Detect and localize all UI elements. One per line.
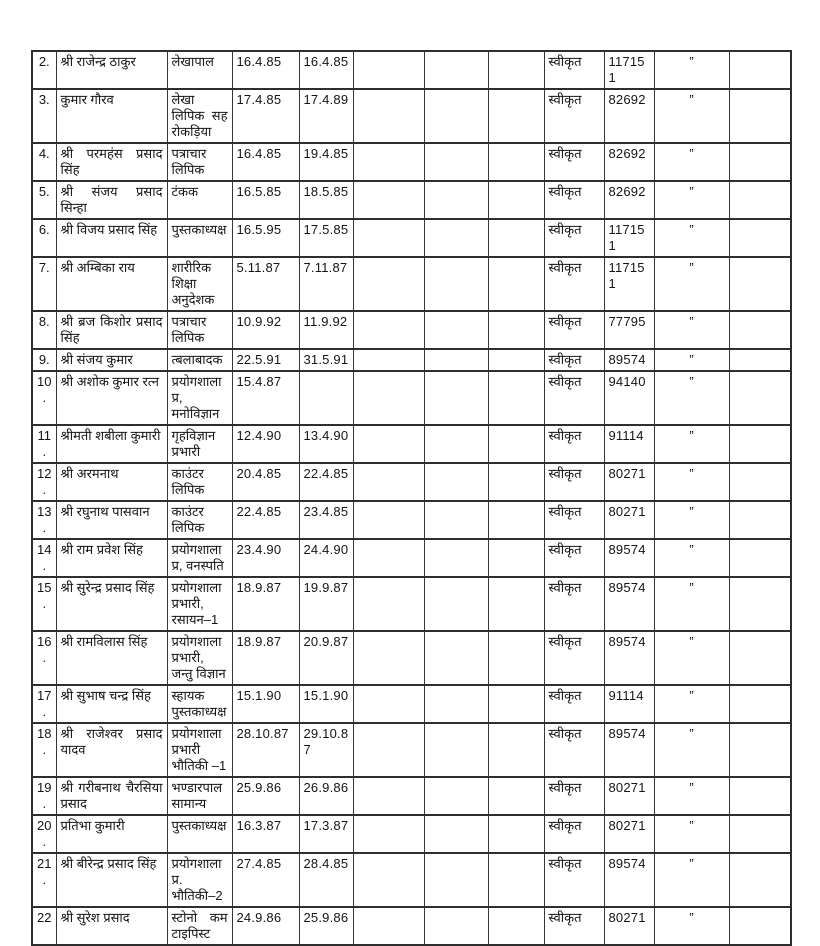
serial-cell: 17. <box>32 685 56 723</box>
empty-cell <box>424 257 488 311</box>
designation-cell: प्रयोगशाला प्रभारी भौतिकी –1 <box>167 723 232 777</box>
name-cell: श्री राजेश्वर प्रसाद यादव <box>56 723 167 777</box>
date1-cell: 16.5.85 <box>232 181 299 219</box>
number-cell: 80271 <box>604 907 654 945</box>
ditto-cell: ” <box>654 539 729 577</box>
empty-cell <box>729 723 791 777</box>
ditto-cell: ” <box>654 685 729 723</box>
empty-cell <box>729 143 791 181</box>
name-cell: श्री अशोक कुमार रत्न <box>56 371 167 425</box>
empty-cell <box>488 539 544 577</box>
empty-cell <box>424 539 488 577</box>
number-cell: 89574 <box>604 631 654 685</box>
designation-cell: पत्राचार लिपिक <box>167 311 232 349</box>
table-row <box>32 631 791 685</box>
empty-cell <box>353 51 424 89</box>
table-row <box>32 853 791 907</box>
number-cell: 89574 <box>604 723 654 777</box>
empty-cell <box>353 89 424 143</box>
name-cell: श्री ब्रज किशोर प्रसाद सिंह <box>56 311 167 349</box>
empty-cell <box>424 501 488 539</box>
number-cell: 117151 <box>604 257 654 311</box>
empty-cell <box>424 311 488 349</box>
date1-cell: 24.9.86 <box>232 907 299 945</box>
name-cell: श्री गरीबनाथ चैरसिया प्रसाद <box>56 777 167 815</box>
empty-cell <box>353 907 424 945</box>
number-cell: 82692 <box>604 89 654 143</box>
designation-cell: काउंटर लिपिक <box>167 501 232 539</box>
date2-cell: 20.9.87 <box>299 631 353 685</box>
designation-cell: प्रयोगशाला प्रभारी, रसायन–1 <box>167 577 232 631</box>
designation-cell: स्टोनो कम टाइपिस्ट <box>167 907 232 945</box>
date2-cell: 19.4.85 <box>299 143 353 181</box>
table-row <box>32 907 791 945</box>
ditto-cell: ” <box>654 723 729 777</box>
name-cell: श्री संजय कुमार <box>56 349 167 371</box>
number-cell: 91114 <box>604 425 654 463</box>
empty-cell <box>488 815 544 853</box>
serial-cell: 10. <box>32 371 56 425</box>
date1-cell: 22.4.85 <box>232 501 299 539</box>
table-row <box>32 815 791 853</box>
empty-cell <box>424 685 488 723</box>
date2-cell: 16.4.85 <box>299 51 353 89</box>
date1-cell: 18.9.87 <box>232 577 299 631</box>
empty-cell <box>729 425 791 463</box>
status-cell: स्वीकृत <box>544 257 604 311</box>
status-cell: स्वीकृत <box>544 907 604 945</box>
serial-cell: 4. <box>32 143 56 181</box>
status-cell: स्वीकृत <box>544 181 604 219</box>
empty-cell <box>488 723 544 777</box>
empty-cell <box>424 723 488 777</box>
empty-cell <box>729 539 791 577</box>
empty-cell <box>424 463 488 501</box>
empty-cell <box>353 463 424 501</box>
date1-cell: 20.4.85 <box>232 463 299 501</box>
designation-cell: पुस्तकाध्यक्ष <box>167 815 232 853</box>
empty-cell <box>353 539 424 577</box>
number-cell: 94140 <box>604 371 654 425</box>
status-cell: स्वीकृत <box>544 349 604 371</box>
table-row <box>32 463 791 501</box>
status-cell: स्वीकृत <box>544 463 604 501</box>
date2-cell: 24.4.90 <box>299 539 353 577</box>
ditto-cell: ” <box>654 463 729 501</box>
employee-table <box>31 50 792 946</box>
empty-cell <box>488 143 544 181</box>
empty-cell <box>353 257 424 311</box>
date2-cell: 13.4.90 <box>299 425 353 463</box>
empty-cell <box>729 907 791 945</box>
name-cell: श्री अम्बिका राय <box>56 257 167 311</box>
number-cell: 82692 <box>604 143 654 181</box>
date1-cell: 16.4.85 <box>232 51 299 89</box>
name-cell: कुमार गौरव <box>56 89 167 143</box>
serial-cell: 20. <box>32 815 56 853</box>
serial-cell: 3. <box>32 89 56 143</box>
serial-cell: 7. <box>32 257 56 311</box>
date1-cell: 27.4.85 <box>232 853 299 907</box>
table-row <box>32 685 791 723</box>
designation-cell: पत्राचार लिपिक <box>167 143 232 181</box>
serial-cell: 11. <box>32 425 56 463</box>
designation-cell: शारीरिक शिक्षा अनुदेशक <box>167 257 232 311</box>
number-cell: 80271 <box>604 777 654 815</box>
date2-cell: 25.9.86 <box>299 907 353 945</box>
date2-cell: 31.5.91 <box>299 349 353 371</box>
status-cell: स्वीकृत <box>544 371 604 425</box>
status-cell: स्वीकृत <box>544 539 604 577</box>
empty-cell <box>729 777 791 815</box>
table-row <box>32 723 791 777</box>
table-row <box>32 311 791 349</box>
serial-cell: 12. <box>32 463 56 501</box>
status-cell: स्वीकृत <box>544 425 604 463</box>
designation-cell: प्रयोगशाला प्र. भौतिकी–2 <box>167 853 232 907</box>
date2-cell: 19.9.87 <box>299 577 353 631</box>
empty-cell <box>729 685 791 723</box>
table-row <box>32 577 791 631</box>
ditto-cell: ” <box>654 853 729 907</box>
date1-cell: 28.10.87 <box>232 723 299 777</box>
status-cell: स्वीकृत <box>544 685 604 723</box>
date2-cell: 22.4.85 <box>299 463 353 501</box>
ditto-cell: ” <box>654 181 729 219</box>
serial-cell: 15. <box>32 577 56 631</box>
date1-cell: 18.9.87 <box>232 631 299 685</box>
name-cell: श्री सुरेश प्रसाद <box>56 907 167 945</box>
empty-cell <box>353 181 424 219</box>
ditto-cell: ” <box>654 501 729 539</box>
empty-cell <box>353 371 424 425</box>
empty-cell <box>353 577 424 631</box>
date1-cell: 16.5.95 <box>232 219 299 257</box>
date2-cell: 18.5.85 <box>299 181 353 219</box>
empty-cell <box>424 349 488 371</box>
date2-cell: 23.4.85 <box>299 501 353 539</box>
empty-cell <box>424 181 488 219</box>
empty-cell <box>729 181 791 219</box>
empty-cell <box>424 425 488 463</box>
date1-cell: 15.4.87 <box>232 371 299 425</box>
empty-cell <box>488 89 544 143</box>
ditto-cell: ” <box>654 349 729 371</box>
empty-cell <box>729 631 791 685</box>
empty-cell <box>729 853 791 907</box>
empty-cell <box>424 815 488 853</box>
empty-cell <box>353 219 424 257</box>
date1-cell: 5.11.87 <box>232 257 299 311</box>
designation-cell: टंकक <box>167 181 232 219</box>
serial-cell: 6. <box>32 219 56 257</box>
status-cell: स्वीकृत <box>544 853 604 907</box>
empty-cell <box>353 631 424 685</box>
empty-cell <box>488 501 544 539</box>
empty-cell <box>353 143 424 181</box>
table-row <box>32 539 791 577</box>
empty-cell <box>353 853 424 907</box>
number-cell: 117151 <box>604 51 654 89</box>
date1-cell: 22.5.91 <box>232 349 299 371</box>
empty-cell <box>488 853 544 907</box>
number-cell: 80271 <box>604 815 654 853</box>
empty-cell <box>353 815 424 853</box>
ditto-cell: ” <box>654 777 729 815</box>
empty-cell <box>424 143 488 181</box>
number-cell: 89574 <box>604 539 654 577</box>
empty-cell <box>488 463 544 501</box>
empty-cell <box>729 815 791 853</box>
ditto-cell: ” <box>654 425 729 463</box>
name-cell: श्री अरमनाथ <box>56 463 167 501</box>
empty-cell <box>424 371 488 425</box>
empty-cell <box>729 311 791 349</box>
table-row <box>32 143 791 181</box>
empty-cell <box>353 311 424 349</box>
empty-cell <box>488 777 544 815</box>
designation-cell: काउंटर लिपिक <box>167 463 232 501</box>
empty-cell <box>488 631 544 685</box>
ditto-cell: ” <box>654 311 729 349</box>
empty-cell <box>353 349 424 371</box>
table-row <box>32 219 791 257</box>
name-cell: श्री विजय प्रसाद सिंह <box>56 219 167 257</box>
empty-cell <box>488 311 544 349</box>
table-row <box>32 501 791 539</box>
empty-cell <box>488 907 544 945</box>
date2-cell: 17.3.87 <box>299 815 353 853</box>
number-cell: 89574 <box>604 577 654 631</box>
date2-cell: 11.9.92 <box>299 311 353 349</box>
status-cell: स्वीकृत <box>544 815 604 853</box>
date2-cell: 17.5.85 <box>299 219 353 257</box>
ditto-cell: ” <box>654 371 729 425</box>
empty-cell <box>353 425 424 463</box>
designation-cell: त्बलाबादक <box>167 349 232 371</box>
serial-cell: 18. <box>32 723 56 777</box>
empty-cell <box>424 577 488 631</box>
name-cell: श्री रघुनाथ पासवान <box>56 501 167 539</box>
ditto-cell: ” <box>654 577 729 631</box>
empty-cell <box>488 349 544 371</box>
table-row <box>32 349 791 371</box>
status-cell: स्वीकृत <box>544 311 604 349</box>
empty-cell <box>729 577 791 631</box>
date2-cell: 17.4.89 <box>299 89 353 143</box>
ditto-cell: ” <box>654 89 729 143</box>
number-cell: 80271 <box>604 501 654 539</box>
number-cell: 82692 <box>604 181 654 219</box>
ditto-cell: ” <box>654 631 729 685</box>
ditto-cell: ” <box>654 257 729 311</box>
empty-cell <box>729 257 791 311</box>
serial-cell: 16. <box>32 631 56 685</box>
name-cell: श्री परमहंस प्रसाद सिंह <box>56 143 167 181</box>
serial-cell: 5. <box>32 181 56 219</box>
empty-cell <box>729 501 791 539</box>
status-cell: स्वीकृत <box>544 51 604 89</box>
name-cell: श्री राम प्रवेश सिंह <box>56 539 167 577</box>
designation-cell: प्रयोगशाला प्रभारी, जन्तु विज्ञान <box>167 631 232 685</box>
date2-cell: 15.1.90 <box>299 685 353 723</box>
ditto-cell: ” <box>654 51 729 89</box>
empty-cell <box>729 349 791 371</box>
name-cell: श्री बीरेन्द्र प्रसाद सिंह <box>56 853 167 907</box>
table-row <box>32 425 791 463</box>
name-cell: प्रतिभा कुमारी <box>56 815 167 853</box>
empty-cell <box>488 181 544 219</box>
status-cell: स्वीकृत <box>544 89 604 143</box>
date1-cell: 16.3.87 <box>232 815 299 853</box>
designation-cell: भण्डारपाल सामान्य <box>167 777 232 815</box>
date2-cell <box>299 371 353 425</box>
date2-cell: 28.4.85 <box>299 853 353 907</box>
status-cell: स्वीकृत <box>544 723 604 777</box>
empty-cell <box>353 501 424 539</box>
date1-cell: 16.4.85 <box>232 143 299 181</box>
empty-cell <box>424 777 488 815</box>
ditto-cell: ” <box>654 907 729 945</box>
empty-cell <box>424 853 488 907</box>
status-cell: स्वीकृत <box>544 501 604 539</box>
number-cell: 117151 <box>604 219 654 257</box>
date1-cell: 23.4.90 <box>232 539 299 577</box>
serial-cell: 22 <box>32 907 56 945</box>
empty-cell <box>488 257 544 311</box>
date2-cell: 26.9.86 <box>299 777 353 815</box>
name-cell: श्री रामविलास सिंह <box>56 631 167 685</box>
ditto-cell: ” <box>654 815 729 853</box>
designation-cell: लेखापाल <box>167 51 232 89</box>
date1-cell: 15.1.90 <box>232 685 299 723</box>
empty-cell <box>353 777 424 815</box>
name-cell: श्री सुभाष चन्द्र सिंह <box>56 685 167 723</box>
empty-cell <box>488 685 544 723</box>
empty-cell <box>424 907 488 945</box>
designation-cell: पुस्तकाध्यक्ष <box>167 219 232 257</box>
date2-cell: 7.11.87 <box>299 257 353 311</box>
number-cell: 89574 <box>604 853 654 907</box>
designation-cell: प्रयोगशाला प्र, वनस्पति <box>167 539 232 577</box>
empty-cell <box>729 219 791 257</box>
empty-cell <box>729 463 791 501</box>
date2-cell: 29.10.87 <box>299 723 353 777</box>
empty-cell <box>488 51 544 89</box>
empty-cell <box>424 631 488 685</box>
name-cell: श्री राजेन्द्र ठाकुर <box>56 51 167 89</box>
table-row <box>32 777 791 815</box>
designation-cell: प्रयोगशाला प्र, मनोविज्ञान <box>167 371 232 425</box>
table-row <box>32 371 791 425</box>
empty-cell <box>729 51 791 89</box>
empty-cell <box>729 371 791 425</box>
date1-cell: 10.9.92 <box>232 311 299 349</box>
designation-cell: गृहविज्ञान प्रभारी <box>167 425 232 463</box>
number-cell: 80271 <box>604 463 654 501</box>
table-row <box>32 181 791 219</box>
table-row <box>32 89 791 143</box>
designation-cell: स्हायक पुस्तकाध्यक्ष <box>167 685 232 723</box>
status-cell: स्वीकृत <box>544 777 604 815</box>
empty-cell <box>424 219 488 257</box>
number-cell: 77795 <box>604 311 654 349</box>
status-cell: स्वीकृत <box>544 219 604 257</box>
empty-cell <box>488 219 544 257</box>
table-row <box>32 51 791 89</box>
number-cell: 89574 <box>604 349 654 371</box>
empty-cell <box>488 425 544 463</box>
name-cell: श्री सुरेन्द्र प्रसाद सिंह <box>56 577 167 631</box>
serial-cell: 21. <box>32 853 56 907</box>
empty-cell <box>424 51 488 89</box>
empty-cell <box>488 577 544 631</box>
number-cell: 91114 <box>604 685 654 723</box>
ditto-cell: ” <box>654 219 729 257</box>
status-cell: स्वीकृत <box>544 143 604 181</box>
status-cell: स्वीकृत <box>544 631 604 685</box>
date1-cell: 25.9.86 <box>232 777 299 815</box>
empty-cell <box>353 685 424 723</box>
serial-cell: 2. <box>32 51 56 89</box>
name-cell: श्रीमती शबीला कुमारी <box>56 425 167 463</box>
empty-cell <box>729 89 791 143</box>
status-cell: स्वीकृत <box>544 577 604 631</box>
empty-cell <box>488 371 544 425</box>
name-cell: श्री संजय प्रसाद सिन्हा <box>56 181 167 219</box>
date1-cell: 17.4.85 <box>232 89 299 143</box>
ditto-cell: ” <box>654 143 729 181</box>
date1-cell: 12.4.90 <box>232 425 299 463</box>
empty-cell <box>353 723 424 777</box>
empty-cell <box>424 89 488 143</box>
serial-cell: 14. <box>32 539 56 577</box>
table-row <box>32 257 791 311</box>
serial-cell: 19. <box>32 777 56 815</box>
designation-cell: लेखा लिपिक सह रोकड़िया <box>167 89 232 143</box>
serial-cell: 8. <box>32 311 56 349</box>
serial-cell: 9. <box>32 349 56 371</box>
table-body <box>32 51 791 945</box>
serial-cell: 13. <box>32 501 56 539</box>
